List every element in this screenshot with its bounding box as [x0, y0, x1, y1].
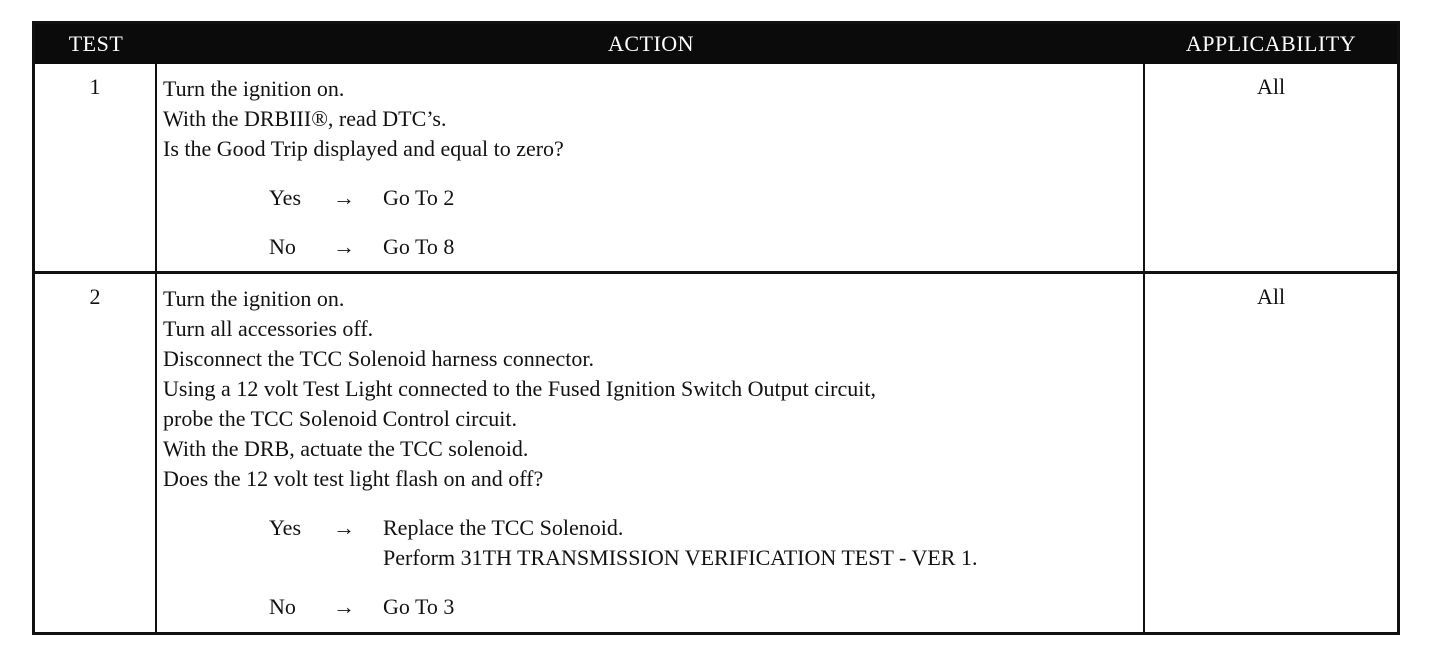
action-step: With the DRB, actuate the TCC solenoid.: [163, 436, 529, 461]
table-header: [35, 24, 1397, 64]
yes-result: Go To 2: [383, 185, 455, 210]
arrow-right-icon: →: [333, 515, 355, 540]
diagnostic-test-table: [32, 21, 1400, 635]
header-applicability: APPLICABILITY: [1185, 31, 1357, 56]
header-test: TEST: [68, 31, 124, 56]
action-step: Does the 12 volt test light flash on and off?: [163, 466, 544, 491]
action-step: probe the TCC Solenoid Control circuit.: [163, 406, 517, 431]
table-row: [35, 64, 1397, 271]
header-action: ACTION: [607, 31, 695, 56]
action-step: Is the Good Trip displayed and equal to zero?: [163, 136, 564, 161]
no-result: Go To 8: [383, 234, 455, 259]
no-label: No: [269, 594, 296, 619]
yes-result: Perform 31TH TRANSMISSION VERIFICATION TEST - VER 1.: [383, 545, 978, 570]
action-step: Turn all accessories off.: [163, 316, 374, 341]
action-step: Using a 12 volt Test Light connected to the Fused Ignition Switch Output circuit,: [163, 376, 876, 401]
test-number: 1: [89, 74, 101, 99]
arrow-right-icon: →: [333, 185, 355, 210]
action-cell: [163, 74, 1143, 262]
applicability-value: All: [1256, 74, 1286, 99]
table-row: [35, 274, 1397, 632]
yes-label: Yes: [269, 185, 302, 210]
yes-branch: [269, 183, 1143, 213]
yes-result: Replace the TCC Solenoid.: [383, 515, 624, 540]
test-number: 2: [89, 284, 101, 309]
action-step: Disconnect the TCC Solenoid harness connector.: [163, 346, 594, 371]
arrow-right-icon: →: [333, 234, 355, 259]
yes-branch: [269, 513, 1143, 573]
applicability-value: All: [1256, 284, 1286, 309]
yes-label: Yes: [269, 515, 302, 540]
action-step: Turn the ignition on.: [163, 286, 345, 311]
action-cell: [163, 284, 1143, 622]
no-label: No: [269, 234, 296, 259]
arrow-right-icon: →: [333, 594, 355, 619]
action-step: Turn the ignition on.: [163, 76, 345, 101]
no-result: Go To 3: [383, 594, 455, 619]
action-step: With the DRBIII®, read DTC’s.: [163, 106, 447, 131]
no-branch: [269, 232, 1143, 262]
no-branch: [269, 592, 1143, 622]
